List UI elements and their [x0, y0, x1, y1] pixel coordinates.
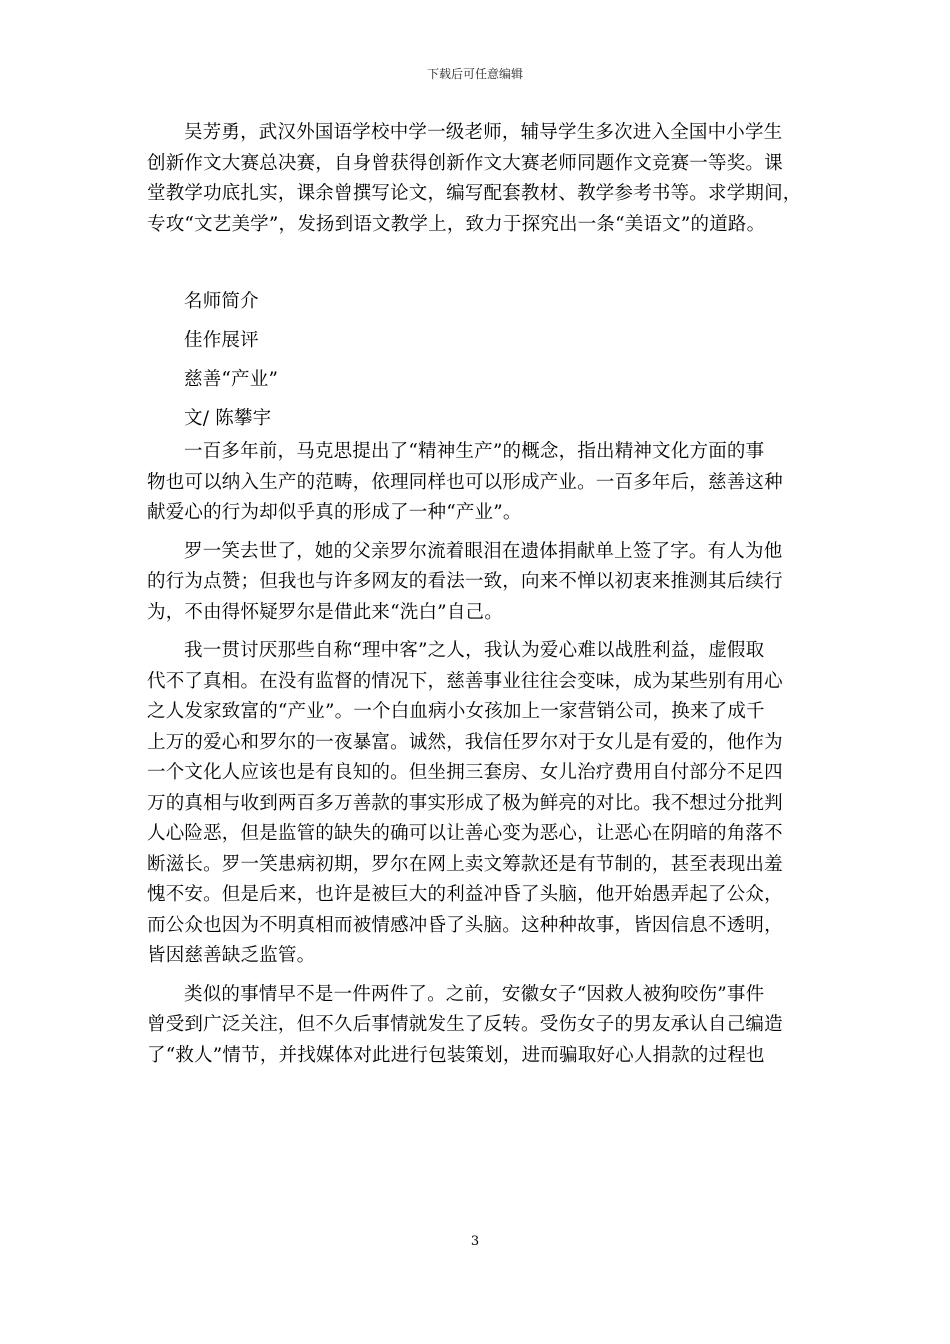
document-body: [147, 118, 807, 1071]
author-bio-paragraph: [147, 118, 807, 240]
text-line: 万的真相与收到两百多万善款的事实形成了极为鲜亮的对比。我不想过分批判: [147, 792, 783, 814]
text-line: 断滋长。罗一笑患病初期，罗尔在网上卖文筹款还是有节制的，甚至表现出羞: [147, 853, 783, 875]
essay-paragraph: [147, 437, 807, 529]
text-line: 为，不由得怀疑罗尔是借此来“洗白”自己。: [147, 601, 503, 623]
text-line: 类似的事情早不是一件两件了。之前，安徽女子“因救人被狗咬伤”事件: [184, 983, 765, 1005]
text-line: 代不了真相。在没有监督的情况下，慈善事业往往会变味，成为某些别有用心: [147, 670, 783, 692]
text-line: 佳作展评: [184, 330, 259, 351]
text-line: 了“救人”情节，并找媒体对此进行包装策划，进而骗取好心人捐款的过程也: [147, 1044, 765, 1066]
text-line: 曾受到广泛关注，但不久后事情就发生了反转。受伤女子的男友承认自己编造: [147, 1014, 783, 1035]
text-line: 的行为点赞；但我也与许多网友的看法一致，向来不惮以初衷来推测其后续行: [147, 571, 783, 592]
essay-paragraph: [147, 636, 807, 972]
text-line: 吴芳勇，武汉外国语学校中学一级老师，辅导学生多次进入全国中小学生: [184, 122, 783, 143]
text-line: 献爱心的行为却似乎真的形成了一种“产业”。: [147, 502, 522, 523]
essay-author: [147, 405, 807, 433]
text-line: 愧不安。但是后来，也许是被巨大的利益冲昏了头脑，他开始愚弄起了公众，: [147, 884, 783, 905]
text-line: 罗一笑去世了，她的父亲罗尔流着眼泪在遗体捐献单上签了字。有人为他: [184, 540, 783, 562]
text-line: 文/ 陈攀宇: [184, 408, 272, 429]
text-line: 而公众也因为不明真相而被情感冲昏了头脑。这种种故事，皆因信息不透明，: [147, 914, 783, 936]
page-number: 3: [470, 1234, 480, 1249]
text-line: 创新作文大赛总决赛，自身曾获得创新作文大赛老师同题作文竞赛一等奖。课: [147, 152, 783, 174]
text-line: 堂教学功底扎实，课余曾撰写论文，编写配套教材、教学参考书等。求学期间，: [147, 183, 802, 204]
essay-title: [147, 366, 807, 394]
page-header: 下载后可任意编辑: [426, 67, 523, 81]
text-line: 一百多年前，马克思提出了“精神生产”的概念，指出精神文化方面的事: [184, 441, 765, 462]
text-line: 慈善“产业”: [184, 369, 279, 390]
text-line: 上万的爱心和罗尔的一夜暴富。诚然，我信任罗尔对于女儿是有爱的，他作为: [147, 731, 783, 753]
text-line: 专攻“文艺美学”，发扬到语文教学上，致力于探究出一条“美语文”的道路。: [147, 213, 766, 235]
section-heading-essay-review: [147, 327, 807, 355]
text-line: 我一贯讨厌那些自称“理中客”之人，我认为爱心难以战胜利益，虚假取: [184, 640, 765, 661]
section-heading-teacher-intro: [147, 288, 807, 316]
text-line: 人心险恶，但是监管的缺失的确可以让善心变为恶心，让恶心在阴暗的角落不: [147, 823, 783, 844]
essay-paragraph: [147, 980, 807, 1072]
text-line: 之人发家致富的“产业”。一个白血病小女孩加上一家营销公司，换来了成千: [147, 701, 765, 722]
text-line: 皆因慈善缺乏监管。: [147, 945, 316, 966]
text-line: 名师简介: [184, 291, 259, 312]
text-line: 物也可以纳入生产的范畴，依理同样也可以形成产业。一百多年后，慈善这种: [147, 471, 783, 493]
text-line: 一个文化人应该也是有良知的。但坐拥三套房、女儿治疗费用自付部分不足四: [147, 762, 783, 783]
essay-paragraph: [147, 537, 807, 629]
